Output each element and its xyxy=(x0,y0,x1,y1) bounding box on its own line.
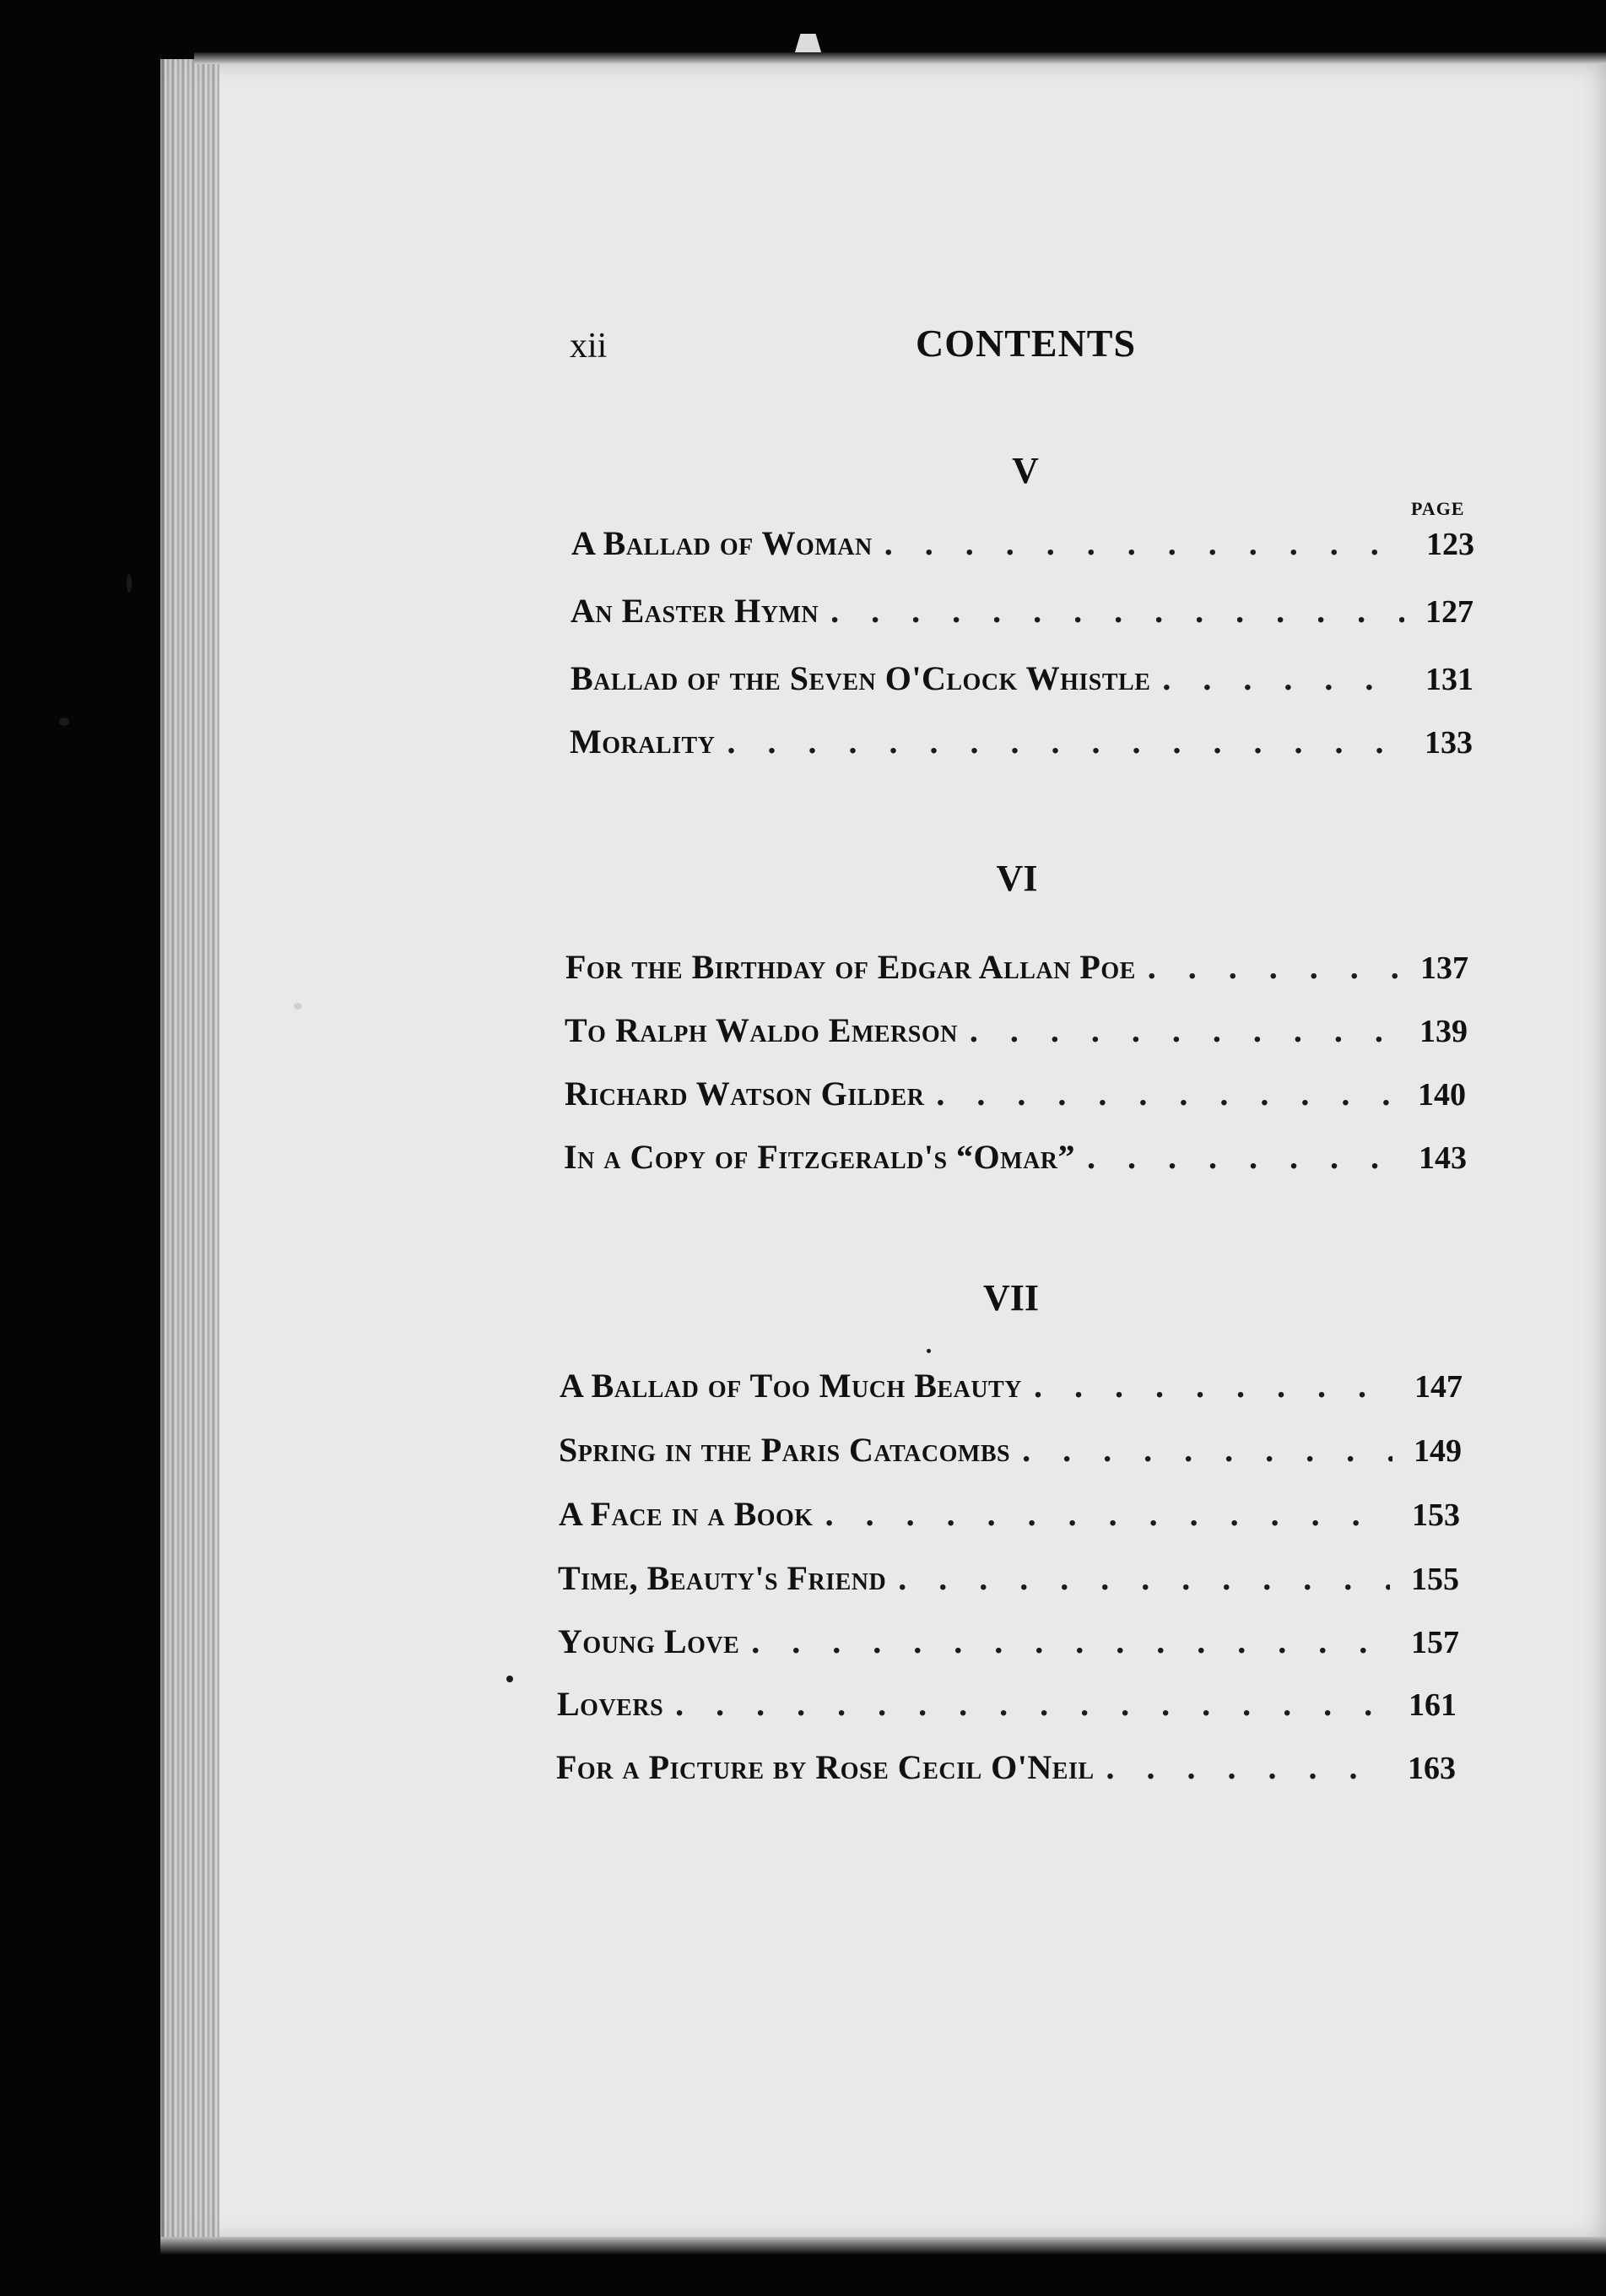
toc-entry-title: A Ballad of Woman xyxy=(571,524,873,562)
toc-entry xyxy=(557,1684,1457,1724)
toc-entry-page: 143 xyxy=(1419,1140,1467,1176)
toc-entry xyxy=(565,947,1468,987)
toc-entry-title: Spring in the Paris Catacombs xyxy=(559,1431,1011,1469)
toc-entry xyxy=(559,1494,1460,1534)
toc-entry-page: 137 xyxy=(1420,950,1468,986)
toc-dot-leader xyxy=(1034,1366,1393,1405)
toc-dot-leader xyxy=(751,1622,1390,1661)
toc-dot-leader xyxy=(830,591,1404,631)
scan-speck xyxy=(127,574,132,593)
toc-entry-page: 127 xyxy=(1425,594,1474,630)
scan-speck xyxy=(59,718,69,726)
toc-entry-page: 140 xyxy=(1418,1077,1466,1113)
toc-entry-title: To Ralph Waldo Emerson xyxy=(565,1011,958,1049)
toc-entry xyxy=(570,658,1474,698)
toc-dot-leader xyxy=(1106,1747,1387,1787)
toc-dot-leader xyxy=(675,1684,1387,1724)
toc-dot-leader xyxy=(884,523,1405,563)
toc-entry xyxy=(570,722,1473,761)
toc-entry-page: 131 xyxy=(1425,662,1474,697)
toc-entry-title: A Face in a Book xyxy=(559,1495,814,1533)
toc-dot-leader xyxy=(825,1494,1391,1534)
toc-dot-leader xyxy=(1148,947,1399,987)
toc-dot-leader xyxy=(1087,1137,1398,1177)
toc-dot-leader xyxy=(727,722,1403,761)
toc-entry-page: 133 xyxy=(1425,725,1473,761)
toc-entry-title: Lovers xyxy=(557,1685,664,1723)
toc-entry xyxy=(571,523,1474,563)
page-header xyxy=(570,321,1152,380)
toc-entry xyxy=(559,1430,1462,1470)
toc-dot-leader xyxy=(1022,1430,1392,1470)
toc-entry xyxy=(565,1010,1468,1050)
toc-entry-page: 161 xyxy=(1409,1687,1457,1723)
toc-entry-title: A Ballad of Too Much Beauty xyxy=(560,1367,1022,1405)
page-top-edge xyxy=(194,52,1606,64)
toc-entry-title: Ballad of the Seven O'Clock Whistle xyxy=(570,659,1151,697)
toc-entry-page: 157 xyxy=(1411,1625,1459,1660)
toc-dot-leader xyxy=(970,1010,1398,1050)
toc-entry-title: Time, Beauty's Friend xyxy=(558,1559,887,1597)
scan-speck xyxy=(294,1003,302,1010)
toc-entry xyxy=(564,1137,1467,1177)
toc-entry-title: For the Birthday of Edgar Allan Poe xyxy=(565,948,1136,986)
page-bottom-edge xyxy=(160,2237,1606,2254)
toc-dot-leader xyxy=(1162,658,1404,698)
toc-entry-page: 123 xyxy=(1426,527,1474,562)
toc-entry-title: In a Copy of Fitzgerald's “Omar” xyxy=(564,1138,1076,1176)
toc-entry xyxy=(565,1074,1466,1113)
toc-entry-page: 163 xyxy=(1408,1751,1456,1786)
toc-entry-title: For a Picture by Rose Cecil O'Neil xyxy=(556,1748,1095,1786)
toc-entry-page: 139 xyxy=(1419,1014,1468,1049)
running-title: CONTENTS xyxy=(916,322,1137,365)
toc-entry-page: 153 xyxy=(1412,1497,1460,1533)
toc-entry-page: 155 xyxy=(1411,1562,1459,1597)
toc-dot-leader xyxy=(936,1074,1397,1113)
page-column-label: PAGE xyxy=(1411,498,1465,519)
section-heading-vii: VII xyxy=(982,1277,1040,1319)
scan-speck xyxy=(506,1676,513,1682)
toc-entry-title: Richard Watson Gilder xyxy=(565,1075,925,1113)
toc-entry xyxy=(556,1747,1456,1787)
page-folio: xii xyxy=(570,327,608,366)
section-heading-vi: VI xyxy=(996,858,1038,899)
toc-entry xyxy=(570,591,1474,631)
toc-entry-title: Morality xyxy=(570,723,716,761)
toc-entry-title: Young Love xyxy=(558,1622,740,1660)
toc-dot-leader xyxy=(898,1558,1390,1598)
page-spine-edge xyxy=(160,59,219,2244)
toc-entry-title: An Easter Hymn xyxy=(570,592,819,630)
toc-entry xyxy=(560,1366,1463,1405)
section-heading-v: V xyxy=(1012,450,1039,491)
scan-speck xyxy=(927,1349,931,1353)
toc-entry xyxy=(558,1622,1459,1661)
toc-entry xyxy=(558,1558,1459,1598)
toc-entry-page: 147 xyxy=(1414,1369,1463,1405)
toc-entry-page: 149 xyxy=(1414,1433,1462,1469)
